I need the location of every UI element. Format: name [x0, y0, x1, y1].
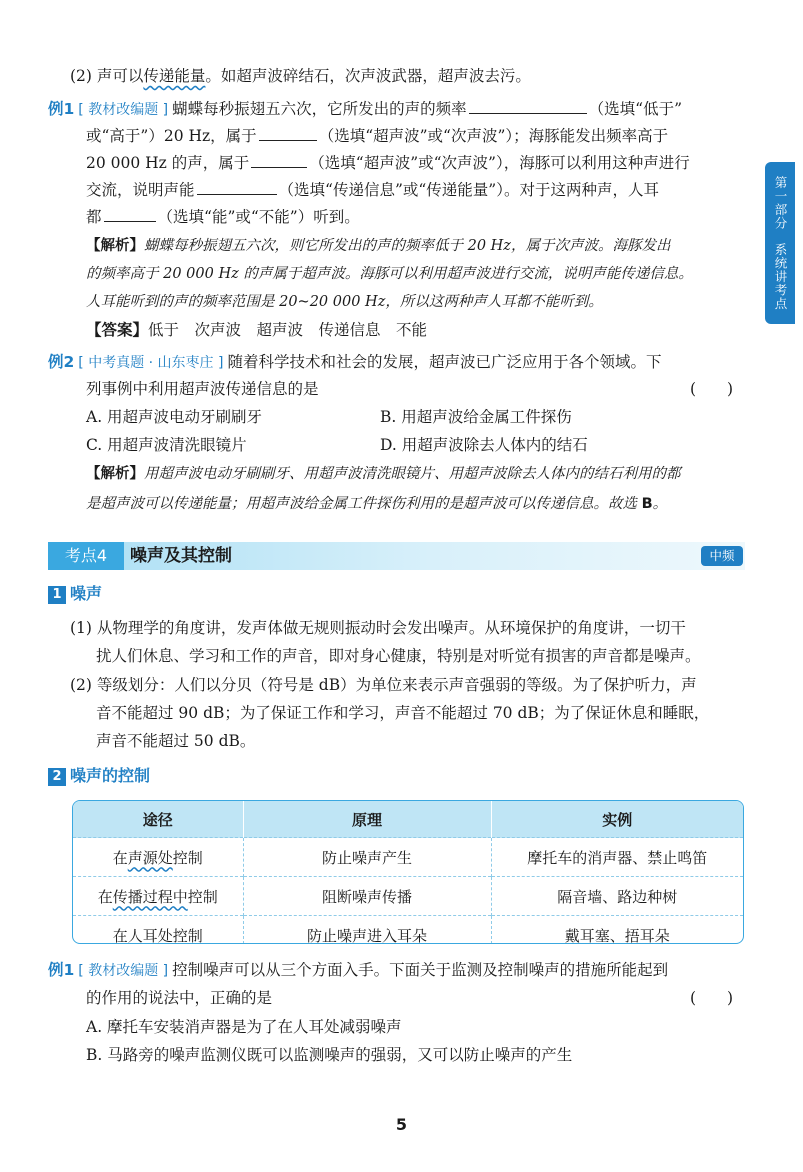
kaodian-tag: 考点4	[48, 542, 124, 570]
table-row	[73, 916, 743, 945]
noise-p1-line-1: (1) 从物理学的角度讲，发声体做无规则振动时会发出噪声。从环境保护的角度讲，一切干	[70, 619, 686, 637]
ex3-line-2: 的作用的说法中，正确的是	[86, 989, 273, 1007]
table-cell: 防止噪声产生	[243, 838, 491, 877]
subheading-noise-control: 2 噪声的控制	[48, 765, 150, 787]
ex1-analysis-3: 人耳能听到的声的频率范围是 20~20 000 Hz，所以这两种声人耳都不能听到。	[86, 294, 603, 310]
table-header-row	[73, 801, 743, 838]
table-cell: 隔音墙、路边种树	[491, 877, 743, 916]
subheading-noise: 1 噪声	[48, 583, 102, 605]
noise-p2-line-2: 音不能超过 90 dB；为了保证工作和学习，声音不能超过 70 dB；为了保证休息和睡眠，	[96, 704, 710, 722]
table-cell: 在人耳处控制	[73, 916, 243, 945]
ex2-option-c[interactable]: C. 用超声波清洗眼镜片	[86, 436, 247, 454]
table-header-cell: 实例	[491, 801, 743, 838]
ex3-line-1: 例1 [ 教材改编题 ] 控制噪声可以从三个方面入手。下面关于监测及控制噪声的措施所能起到	[48, 961, 669, 979]
ex1-line-2: 或“高于”）20 Hz，属于 （选填“超声波”或“次声波”）；海豚能发出频率高于	[86, 124, 668, 148]
ex2-option-d[interactable]: D. 用超声波除去人体内的结石	[380, 436, 588, 454]
ex1-analysis-1: 【解析】蝴蝶每秒振翅五六次，则它所发出的声的频率低于 20 Hz，属于次声波。海豚发出	[86, 238, 671, 254]
table-header-cell: 途径	[73, 801, 243, 838]
ex1-answer: 【答案】低于 次声波 超声波 传递信息 不能	[86, 321, 428, 339]
ex3-answer-paren[interactable]: ( )	[690, 989, 734, 1007]
ex3-tag: [ 教材改编题 ]	[78, 963, 169, 979]
ex2-label: 例2	[48, 353, 75, 371]
ex1-blank-5[interactable]	[104, 205, 156, 222]
subheading-number: 2	[48, 768, 66, 786]
page-number: 5	[395, 1115, 408, 1134]
ex1-blank-1[interactable]	[469, 97, 587, 114]
ex1-line-4: 交流，说明声能 （选填“传递信息”或“传递能量”）。对于这两种声，人耳	[86, 178, 659, 202]
table-cell: 阻断噪声传播	[243, 877, 491, 916]
ex2-answer-paren[interactable]: ( )	[690, 380, 734, 398]
noise-control-table	[72, 800, 744, 944]
ex1-blank-3[interactable]	[251, 151, 307, 168]
ex1-line-1: 例1 [ 教材改编题 ] 蝴蝶每秒振翅五六次，它所发出的声的频率 （选填“低于”	[48, 97, 682, 122]
ex1-blank-4[interactable]	[197, 178, 277, 195]
noise-p1-line-2: 扰人们休息、学习和工作的声音，即对身心健康，特别是对听觉有损害的声音都是噪声。	[96, 647, 701, 665]
table-cell: 戴耳塞、捂耳朵	[491, 916, 743, 945]
side-tab-part-one[interactable]: 第一部分 系统讲考点	[765, 162, 795, 324]
ex3-option-a[interactable]: A. 摩托车安装消声器是为了在人耳处减弱噪声	[86, 1018, 402, 1036]
table-row	[73, 838, 743, 877]
ex1-blank-2[interactable]	[259, 124, 317, 141]
frequency-badge: 中频	[701, 546, 743, 566]
subheading-number: 1	[48, 586, 66, 604]
ex2-option-a[interactable]: A. 用超声波电动牙刷刷牙	[86, 408, 263, 426]
sound-energy-line: (2) 声可以传递能量。如超声波碎结石，次声波武器，超声波去污。	[70, 67, 531, 85]
table-cell: 摩托车的消声器、禁止鸣笛	[491, 838, 743, 877]
noise-p2-line-3: 声音不能超过 50 dB。	[96, 732, 256, 750]
table-cell: 在声源处控制	[73, 838, 243, 877]
ex2-line-2: 列事例中利用超声波传递信息的是	[86, 380, 319, 398]
table-cell: 防止噪声进入耳朵	[243, 916, 491, 945]
ex2-option-b[interactable]: B. 用超声波给金属工件探伤	[380, 408, 572, 426]
ex2-analysis-1: 【解析】用超声波电动牙刷刷牙、用超声波清洗眼镜片、用超声波除去人体内的结石利用的都	[86, 466, 681, 482]
ex2-line-1: 例2 [ 中考真题 · 山东枣庄 ] 随着科学技术和社会的发展，超声波已广泛应用于各个领域。下	[48, 353, 662, 371]
table-row	[73, 877, 743, 916]
ex1-label: 例1	[48, 100, 75, 118]
ex3-option-b[interactable]: B. 马路旁的噪声监测仪既可以监测噪声的强弱，又可以防止噪声的产生	[86, 1046, 573, 1064]
table-cell: 在传播过程中控制	[73, 877, 243, 916]
ex1-line-5: 都 （选填“能”或“不能”）听到。	[86, 205, 360, 229]
ex1-line-3: 20 000 Hz 的声，属于 （选填“超声波”或“次声波”），海豚可以利用这种声进行	[86, 151, 690, 175]
ex3-label: 例1	[48, 961, 75, 979]
section-title: 噪声及其控制	[130, 546, 232, 566]
ex1-tag: [ 教材改编题 ]	[78, 102, 169, 118]
sound-energy-highlight: 传递能量	[143, 67, 206, 85]
ex2-analysis-2: 是超声波可以传递能量；用超声波给金属工件探伤利用的是超声波可以传递信息。故选 B。	[86, 496, 668, 512]
ex2-tag: [ 中考真题 · 山东枣庄 ]	[78, 355, 224, 371]
ex1-analysis-2: 的频率高于 20 000 Hz 的声属于超声波。海豚可以利用超声波进行交流，说明声能传递信息。	[86, 266, 693, 282]
table-header-cell: 原理	[243, 801, 491, 838]
noise-p2-line-1: (2) 等级划分：人们以分贝（符号是 dB）为单位来表示声音强弱的等级。为了保护听力，声	[70, 676, 697, 694]
